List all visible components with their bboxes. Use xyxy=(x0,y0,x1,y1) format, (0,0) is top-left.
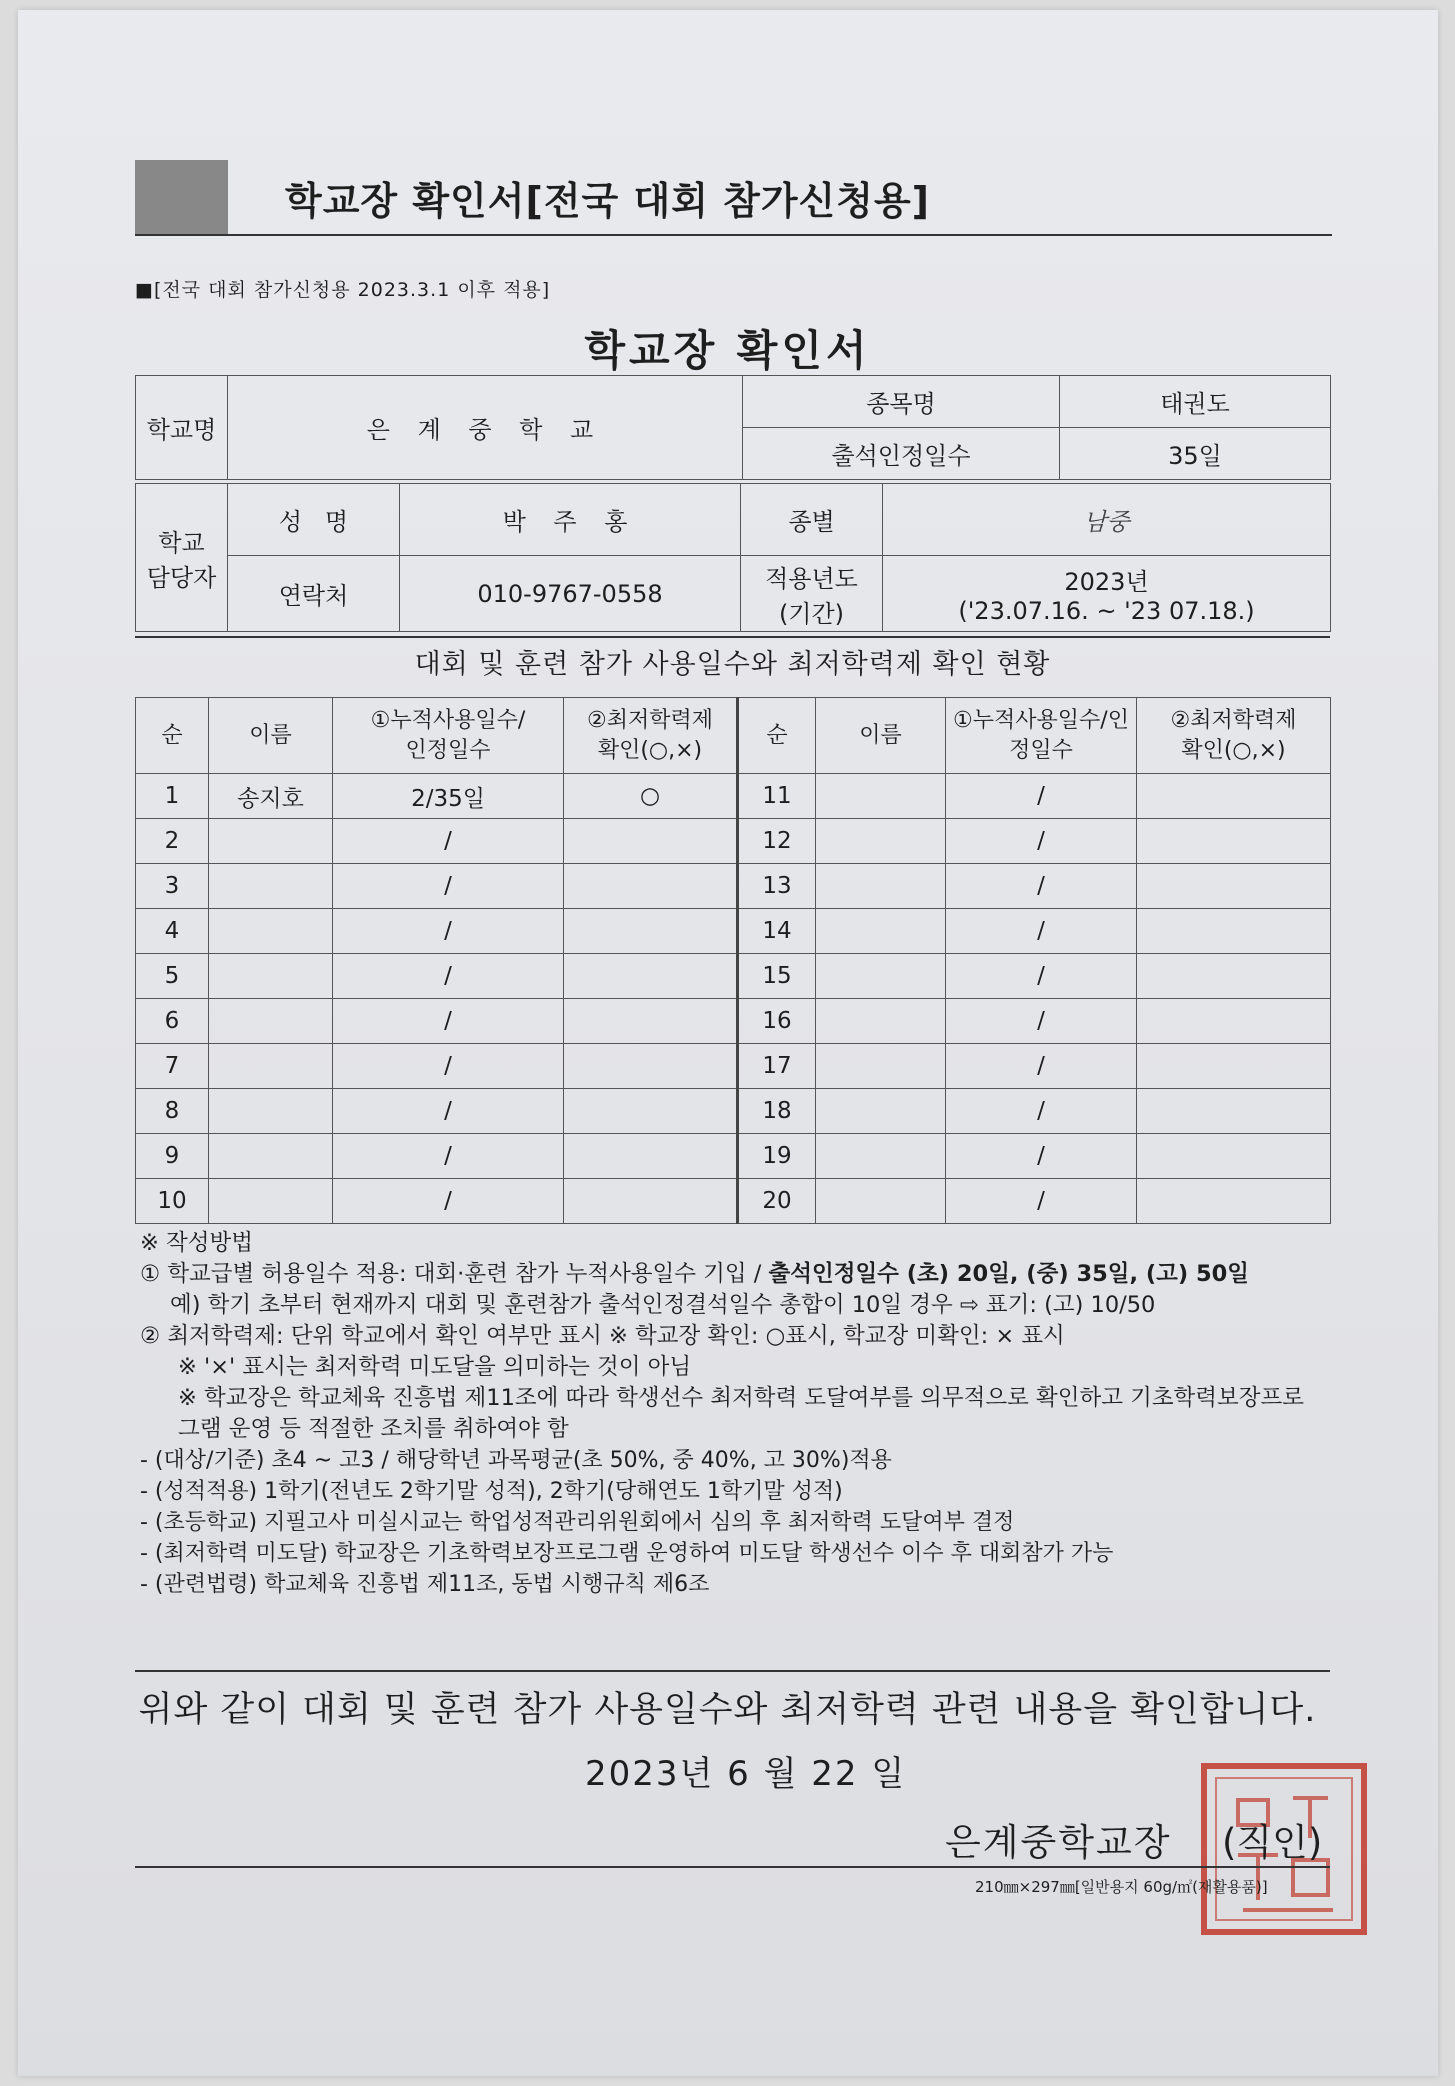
seal-label: (직인) xyxy=(1222,1821,1323,1864)
row-days: / xyxy=(333,1179,564,1224)
contact-table xyxy=(135,483,1331,632)
instruction-item-1-bold: 출석인정일수 (초) 20일, (중) 35일, (고) 50일 xyxy=(768,1261,1250,1287)
header-days2-line1: ①누적사용일수/인 xyxy=(953,707,1129,733)
section-title: 대회 및 훈련 참가 사용일수와 최저학력제 확인 현황 xyxy=(414,649,1051,680)
table-row xyxy=(136,999,1331,1044)
row-days: / xyxy=(333,864,564,909)
row-name-2 xyxy=(816,1179,946,1224)
instructions xyxy=(140,1228,1330,1600)
row-name-2 xyxy=(816,864,946,909)
row-days: / xyxy=(333,819,564,864)
year-label-line2: (기간) xyxy=(778,599,845,628)
row-name: 송지호 xyxy=(209,774,333,819)
row-no: 5 xyxy=(136,954,209,999)
row-no: 2 xyxy=(136,819,209,864)
header-academic-line1: ②최저학력제 xyxy=(587,707,713,733)
table-row xyxy=(136,1179,1331,1224)
contact-label xyxy=(136,484,228,632)
row-days-2: / xyxy=(946,864,1137,909)
row-academic xyxy=(564,819,738,864)
row-days-2: / xyxy=(946,774,1137,819)
table-row xyxy=(136,1044,1331,1089)
footer-rule xyxy=(135,1866,1330,1868)
row-name-2 xyxy=(816,819,946,864)
row-no-2: 12 xyxy=(738,819,816,864)
year-label xyxy=(741,556,883,632)
row-no: 6 xyxy=(136,999,209,1044)
paper-spec-note: 210㎜×297㎜[일반용지 60g/㎡(재활용품)] xyxy=(975,1878,1268,1896)
header-underline xyxy=(135,234,1332,236)
attendance-days-value: 35일 xyxy=(1060,428,1331,480)
row-days: / xyxy=(333,1089,564,1134)
row-academic-2 xyxy=(1137,909,1331,954)
row-no-2: 13 xyxy=(738,864,816,909)
sport-value: 태권도 xyxy=(1060,376,1331,428)
row-name-2 xyxy=(816,1089,946,1134)
row-name xyxy=(209,1044,333,1089)
category-label: 종별 xyxy=(741,484,883,556)
row-name xyxy=(209,1089,333,1134)
table-row xyxy=(136,1089,1331,1134)
row-no: 1 xyxy=(136,774,209,819)
name-value: 박 주 홍 xyxy=(400,484,741,556)
row-academic xyxy=(564,864,738,909)
header-days-line1: ①누적사용일수/ xyxy=(370,707,526,733)
row-no: 10 xyxy=(136,1179,209,1224)
row-name-2 xyxy=(816,909,946,954)
table-row xyxy=(136,954,1331,999)
header-academic2-line2: 확인(○,×) xyxy=(1181,737,1286,763)
row-days-2: / xyxy=(946,1134,1137,1179)
header-gray-block xyxy=(135,160,228,235)
table-row xyxy=(136,774,1331,819)
row-academic xyxy=(564,1179,738,1224)
row-name xyxy=(209,909,333,954)
confirmation-text: 위와 같이 대회 및 훈련 참가 사용일수와 최저학력 관련 내용을 확인합니다. xyxy=(138,1690,1317,1730)
header-title: 학교장 확인서[전국 대회 참가신청용] xyxy=(285,179,931,223)
row-days: 2/35일 xyxy=(333,774,564,819)
instructions-heading: ※ 작성방법 xyxy=(140,1230,253,1256)
row-academic-2 xyxy=(1137,1044,1331,1089)
row-academic xyxy=(564,954,738,999)
header-academic-2 xyxy=(1137,698,1331,774)
row-academic-2 xyxy=(1137,954,1331,999)
issue-date: 2023년 6 월 22 일 xyxy=(585,1754,907,1794)
row-name-2 xyxy=(816,774,946,819)
contact-label-line2: 담당자 xyxy=(146,563,217,592)
header-days xyxy=(333,698,564,774)
row-academic xyxy=(564,1044,738,1089)
instruction-bullet: - (최저학력 미도달) 학교장은 기초학력보장프로그램 운영하여 미도달 학생선수 이수 후 대회참가 가능 xyxy=(140,1541,1114,1566)
row-academic-2 xyxy=(1137,819,1331,864)
sub-note: ■[전국 대회 참가신청용 2023.3.1 이후 적용] xyxy=(135,279,551,301)
header-days2-line2: 정일수 xyxy=(1009,737,1073,763)
row-academic-2 xyxy=(1137,774,1331,819)
table-row xyxy=(136,909,1331,954)
instruction-bullet: - (관련법령) 학교체육 진흥법 제11조, 동법 시행규칙 제6조 xyxy=(140,1572,710,1597)
row-days-2: / xyxy=(946,909,1137,954)
table-row xyxy=(136,819,1331,864)
row-academic-2 xyxy=(1137,1179,1331,1224)
attendance-days-label: 출석인정일수 xyxy=(743,428,1060,480)
row-academic-2 xyxy=(1137,1134,1331,1179)
instruction-item-2: ② 최저학력제: 단위 학교에서 확인 여부만 표시 ※ 학교장 확인: ○표시, 학교장 미확인: × 표시 xyxy=(140,1323,1065,1349)
instructions-bottom-rule xyxy=(135,1670,1330,1672)
header-no-2: 순 xyxy=(738,698,816,774)
period-text: ('23.07.16. ~ '23 07.18.) xyxy=(958,597,1255,625)
row-name xyxy=(209,999,333,1044)
category-value: 남중 xyxy=(883,484,1331,556)
instruction-note-1: ※ '×' 표시는 최저학력 미도달을 의미하는 것이 아님 xyxy=(178,1354,692,1380)
school-info-table xyxy=(135,375,1331,480)
row-no: 4 xyxy=(136,909,209,954)
row-days-2: / xyxy=(946,1179,1137,1224)
row-no-2: 16 xyxy=(738,999,816,1044)
row-no-2: 17 xyxy=(738,1044,816,1089)
header-academic2-line1: ②최저학력제 xyxy=(1170,707,1297,733)
table-row xyxy=(136,864,1331,909)
row-name-2 xyxy=(816,999,946,1044)
document-title: 학교장 확인서 xyxy=(584,326,871,375)
instruction-item-1-text: ① 학교급별 허용일수 적용: 대회·훈련 참가 누적사용일수 기입 / xyxy=(140,1261,769,1287)
row-academic-2 xyxy=(1137,864,1331,909)
instruction-bullet: - (초등학교) 지필고사 미실시교는 학업성적관리위원회에서 심의 후 최저학력 도달여부 결정 xyxy=(140,1510,1015,1535)
phone-label: 연락처 xyxy=(228,556,400,632)
row-name-2 xyxy=(816,1134,946,1179)
row-days-2: / xyxy=(946,819,1137,864)
instruction-example: 예) 학기 초부터 현재까지 대회 및 훈련참가 출석인정결석일수 총합이 10일 경우 ⇨ 표기: (고) 10/50 xyxy=(170,1292,1156,1318)
row-no: 7 xyxy=(136,1044,209,1089)
row-name xyxy=(209,1134,333,1179)
school-name: 은 계 중 학 교 xyxy=(228,376,743,480)
year-value xyxy=(883,556,1331,632)
row-name-2 xyxy=(816,1044,946,1089)
row-days: / xyxy=(333,1134,564,1179)
sport-label: 종목명 xyxy=(743,376,1060,428)
row-name-2 xyxy=(816,954,946,999)
row-name xyxy=(209,864,333,909)
header-academic xyxy=(564,698,738,774)
row-no-2: 11 xyxy=(738,774,816,819)
instruction-bullet: - (대상/기준) 초4 ~ 고3 / 해당학년 과목평균(초 50%, 중 40%, 고 30%)적용 xyxy=(140,1448,892,1473)
row-name xyxy=(209,1179,333,1224)
header-name-2: 이름 xyxy=(816,698,946,774)
row-days-2: / xyxy=(946,1089,1137,1134)
row-academic xyxy=(564,1089,738,1134)
row-days-2: / xyxy=(946,999,1137,1044)
row-no: 9 xyxy=(136,1134,209,1179)
row-academic xyxy=(564,999,738,1044)
roster-header-row xyxy=(136,698,1331,774)
row-name xyxy=(209,819,333,864)
instruction-item-1 xyxy=(140,1259,1330,1290)
instruction-note-2: ※ 학교장은 학교체육 진흥법 제11조에 따라 학생선수 최저학력 도달여부를 의무적으로 확인하고 기초학력보장프로그램 운영 등 적절한 조치를 취하여야 함 xyxy=(178,1385,1304,1442)
header-no: 순 xyxy=(136,698,209,774)
row-academic: ○ xyxy=(564,774,738,819)
row-academic-2 xyxy=(1137,1089,1331,1134)
row-days: / xyxy=(333,999,564,1044)
row-no-2: 19 xyxy=(738,1134,816,1179)
row-academic xyxy=(564,1134,738,1179)
instruction-bullet: - (성적적용) 1학기(전년도 2학기말 성적), 2학기(당해연도 1학기말 성적) xyxy=(140,1479,843,1504)
table-row xyxy=(136,1134,1331,1179)
header-name: 이름 xyxy=(209,698,333,774)
row-days-2: / xyxy=(946,1044,1137,1089)
row-days: / xyxy=(333,909,564,954)
principal-name: 은계중학교장 xyxy=(945,1821,1172,1864)
name-label: 성 명 xyxy=(228,484,400,556)
row-no-2: 18 xyxy=(738,1089,816,1134)
header-days-line2: 인정일수 xyxy=(405,737,491,763)
header-academic-line2: 확인(○,×) xyxy=(597,737,703,763)
row-no-2: 14 xyxy=(738,909,816,954)
row-academic-2 xyxy=(1137,999,1331,1044)
year-label-line1: 적용년도 xyxy=(765,564,858,593)
contact-label-line1: 학교 xyxy=(158,528,205,557)
header-days-2 xyxy=(946,698,1137,774)
row-name xyxy=(209,954,333,999)
row-no: 3 xyxy=(136,864,209,909)
roster-table xyxy=(135,697,1331,1224)
phone-value: 010-9767-0558 xyxy=(400,556,741,632)
row-no-2: 20 xyxy=(738,1179,816,1224)
school-name-label: 학교명 xyxy=(136,376,228,480)
row-no: 8 xyxy=(136,1089,209,1134)
row-days: / xyxy=(333,954,564,999)
row-days-2: / xyxy=(946,954,1137,999)
info-bottom-rule xyxy=(135,636,1330,638)
row-no-2: 15 xyxy=(738,954,816,999)
instruction-bullets xyxy=(140,1445,1330,1600)
row-academic xyxy=(564,909,738,954)
year-text: 2023년 xyxy=(1064,568,1149,596)
row-days: / xyxy=(333,1044,564,1089)
